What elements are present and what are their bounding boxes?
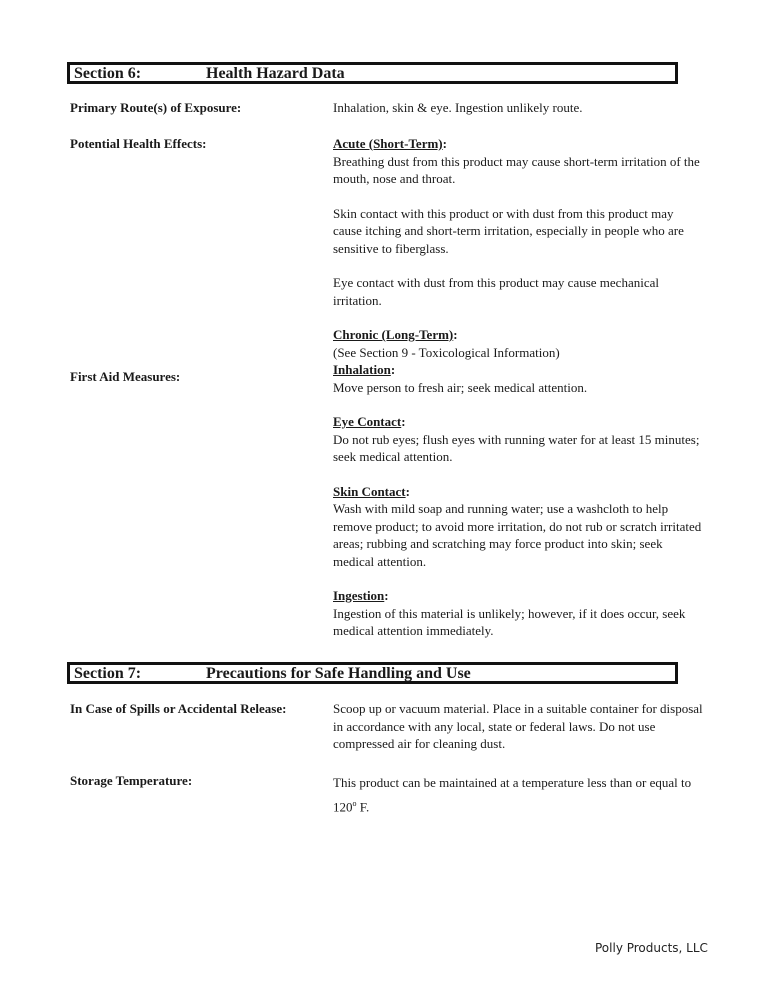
ingestion-text: Ingestion of this material is unlikely; however, if it does occur, seek medical attention immediately. — [333, 605, 686, 638]
acute-paragraph-3: Eye contact with dust from this product may cause mechanical irritation. — [333, 275, 659, 308]
skin-contact-heading: Skin Contact: — [333, 483, 410, 499]
inhalation-heading: Inhalation: — [333, 362, 396, 377]
spills-label: In Case of Spills or Accidental Release: — [70, 701, 287, 716]
storage-value: This product can be maintained at a temperature less than or equal to 120$^o$ F. — [333, 775, 692, 815]
primary-route-value: Inhalation, skin & eye. Ingestion unlikely route. — [333, 100, 583, 115]
primary-route-label: Primary Route(s) of Exposure: — [70, 100, 242, 115]
acute-heading: Acute (Short-Term): — [333, 136, 447, 151]
potential-effects-label: Potential Health Effects: — [70, 136, 207, 151]
ingestion-heading: Ingestion: — [333, 588, 389, 603]
first-aid-label: First Aid Measures: — [70, 369, 181, 384]
acute-paragraph-2: Skin contact with this product or with dust from this product may cause itching and short-term irritation, especially in people who are sensitive to fiberglass. — [333, 205, 684, 256]
section-7-header — [67, 662, 678, 684]
potential-effects-body — [333, 135, 703, 640]
degree-symbol: o — [352, 799, 357, 808]
inhalation-text: Move person to fresh air; seek medical attention. — [333, 379, 588, 395]
skin-contact-text: Wash with mild soap and running water; use a washcloth to help remove product; to avoid more irritation, do not rub or scratch irritated areas; rubbing and scratching may force product into skin; seek medical attention. — [333, 501, 702, 569]
section-title: Health Hazard Data — [206, 65, 345, 82]
spills-value: Scoop up or vacuum material. Place in a suitable container for disposal in accordance with any local, state or federal laws. Do not use compressed air for cleaning dust. — [333, 701, 703, 751]
chronic-heading: Chronic (Long-Term): — [333, 327, 458, 342]
storage-label: Storage Temperature: — [70, 773, 193, 788]
section-6-header — [67, 62, 678, 84]
acute-paragraph-1: Breathing dust from this product may cause short-term irritation of the mouth, nose and throat. — [333, 153, 700, 186]
footer-company: Polly Products, LLC — [595, 941, 708, 955]
section-title: Precautions for Safe Handling and Use — [206, 665, 471, 682]
eye-contact-text: Do not rub eyes; flush eyes with running water for at least 15 minutes; seek medical attention. — [333, 431, 700, 464]
section-number: Section 7: — [74, 665, 142, 682]
eye-contact-heading: Eye Contact: — [333, 414, 406, 429]
section-number: Section 6: — [74, 65, 142, 82]
chronic-text: (See Section 9 - Toxicological Information) — [333, 344, 560, 360]
